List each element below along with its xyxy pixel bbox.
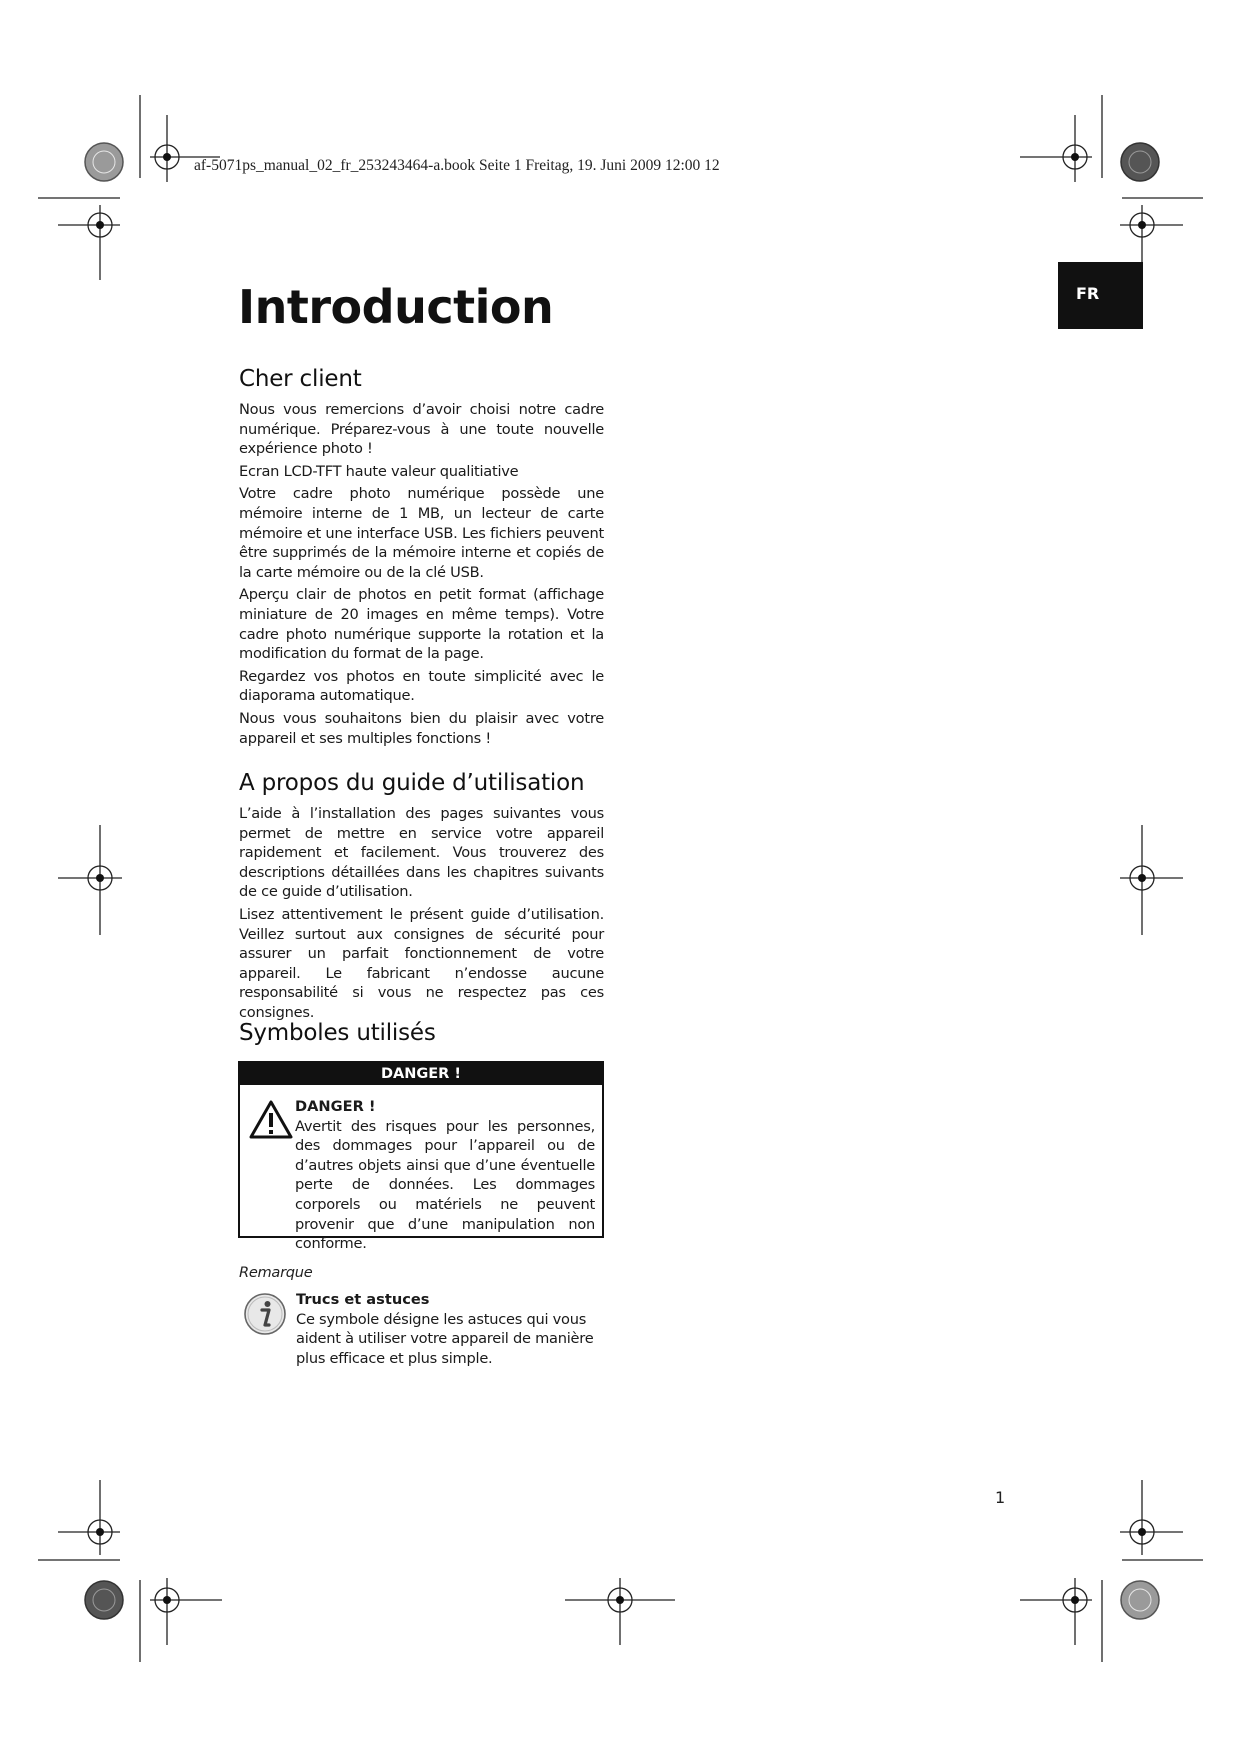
paragraph: Ecran LCD-TFT haute valeur qualitiative <box>239 462 519 480</box>
paragraph: Regardez vos photos en toute simplicité avec le diaporama automatique. <box>239 667 604 705</box>
tip-title: Trucs et astuces <box>296 1291 430 1308</box>
info-icon <box>243 1292 287 1336</box>
section-symboles <box>239 1020 604 1046</box>
tip-block <box>296 1290 596 1368</box>
section-guide <box>239 770 604 1023</box>
file-header-line: af-5071ps_manual_02_fr_253243464-a.book Seite 1 Freitag, 19. Juni 2009 12:00 12 <box>194 157 720 174</box>
danger-label: DANGER ! <box>295 1098 376 1115</box>
paragraph: Lisez attentivement le présent guide d’utilisation. Veillez surtout aux consignes de sécurité pour assurer un parfait fonctionnement de votre appareil. Le fabricant n’endosse aucune responsabilité si vous ne respectez pas ces consignes. <box>239 905 604 1021</box>
paragraph: Nous vous remercions d’avoir choisi notre cadre numérique. Préparez-vous à une toute nouvelle expérience photo ! <box>239 401 604 458</box>
section-heading: Symboles utilisés <box>239 1020 436 1046</box>
danger-description: Avertit des risques pour les personnes, des dommages pour l’appareil ou de d’autres objets ainsi que d’une éventuelle perte de données. Les dommages corporels ou matériels ne peuvent provenir que d’une manipulation non conforme. <box>295 1117 595 1253</box>
section-cher-client <box>239 366 604 748</box>
language-tab: FR <box>1058 262 1143 329</box>
danger-box-header: DANGER ! <box>240 1063 602 1085</box>
tip-description: Ce symbole désigne les astuces qui vous aident à utiliser votre appareil de manière plus efficace et plus simple. <box>296 1310 594 1367</box>
warning-triangle-icon <box>248 1099 294 1141</box>
section-heading: Cher client <box>239 366 362 392</box>
paragraph: Aperçu clair de photos en petit format (affichage miniature de 20 images en même temps). Votre cadre photo numérique supporte la rotation et la modification du format de la page. <box>239 586 604 663</box>
page-number: 1 <box>995 1488 1006 1507</box>
section-heading: A propos du guide d’utilisation <box>239 770 585 796</box>
page-title: Introduction <box>238 280 554 334</box>
danger-text-block <box>295 1097 595 1254</box>
paragraph: Votre cadre photo numérique possède une mémoire interne de 1 MB, un lecteur de carte mémoire et une interface USB. Les fichiers peuvent être supprimés de la mémoire interne et copiés de la carte mémoire ou de la clé USB. <box>239 485 604 581</box>
danger-notice-box <box>238 1061 604 1253</box>
remark-label: Remarque <box>239 1264 313 1281</box>
paragraph: L’aide à l’installation des pages suivantes vous permet de mettre en service votre appareil rapidement et facilement. Vous trouverez des descriptions détaillées dans les chapitres suivants de ce guide d’utilisation. <box>239 805 604 901</box>
paragraph: Nous vous souhaitons bien du plaisir avec votre appareil et ses multiples fonctions ! <box>239 709 604 747</box>
